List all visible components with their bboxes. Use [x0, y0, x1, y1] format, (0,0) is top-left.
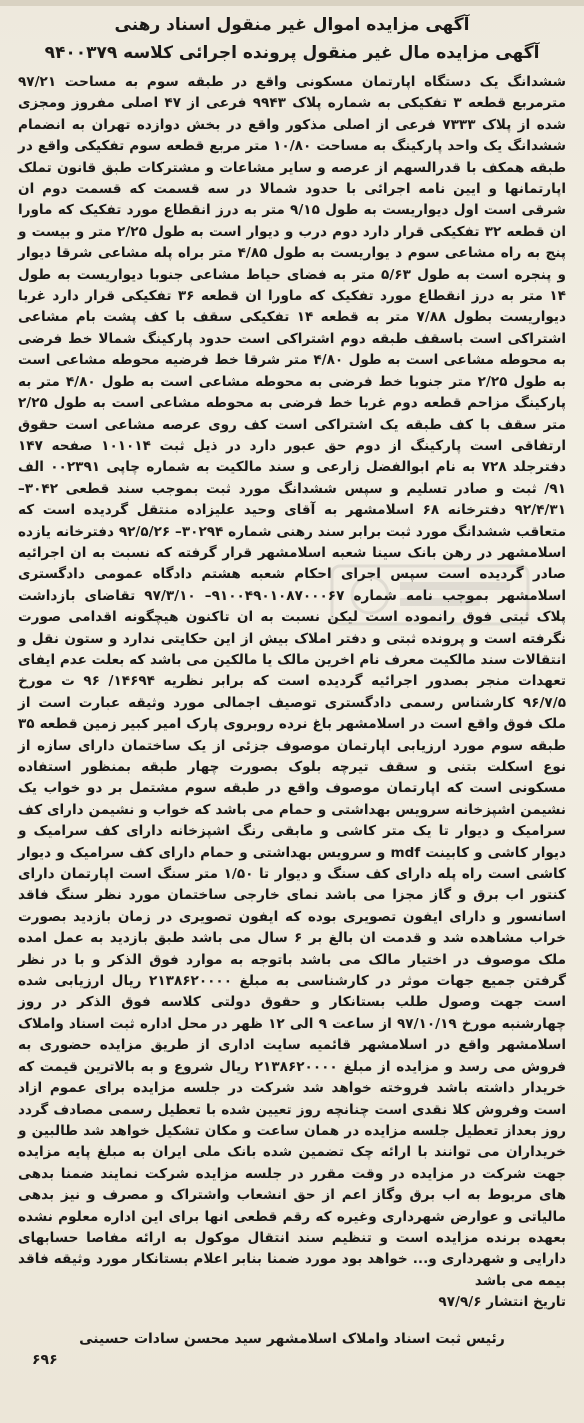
notice-content: [18, 6, 566, 1350]
notice-title: آگهی مزایده اموال غیر منقول اسناد رهنی: [114, 15, 470, 35]
page-number: ۶۹۶: [32, 1352, 58, 1368]
notice-subtitle: آگهی مزایده مال غیر منقول پرونده اجرائی کلاسه ۹۴۰۰۳۷۹: [44, 43, 540, 63]
signature-line: رئیس ثبت اسناد واملاک اسلامشهر سید محسن سادات حسینی: [79, 1330, 505, 1347]
notice-body: ششدانگ یک دستگاه اپارتمان مسکونی واقع در طبقه سوم به مساحت ۹۷/۲۱ مترمربع قطعه ۳ تفکیکی به شماره پلاک ۹۹۴۳ فرعی از ۴۷ اصلی مفروز ومجزی شده از پلاک ۷۳۳۳ فرعی از اصلی مذکور واقع در بخش دوازده تهران به انضمام ششدانگ یک واحد پارکینگ به مساحت ۱۰/۸۰ متر مربع قطعه سوم تفکیکی واقع در طبقه همکف با قدرالسهم از عرصه و سایر مشاعات و مشترکات طبق قانون تملک اپارتمانها و ایین نامه اجرائی با حدود شمالا در سه قسمت که قسمت دوم ان شرقی است اول دیواریست به طول ۹/۱۵ متر به درز انقطاع مورد تفکیک که ماورا ان قطعه ۳۲ تفکیکی قرار دارد دوم درب و دیوار است به طول ۲/۲۵ متر و بیست و پنج به راه مشاعی سوم د یواریست به طول ۴/۸۵ متر براه پله مشاعی شرقا دیوار و پنجره است به طول ۵/۶۳ متر به فضای حیاط مشاعی جنوبا دیواریست به طول ۱۴ متر به درز انقطاع مورد تفکیک که ماورا ان قطعه ۳۶ تفکیکی قرار دارد غربا دیواریست بطول ۷/۸۸ متر به قطعه ۱۴ تفکیکی سقف با کف پشت بام مشاعی اشتراکی است باسقف طبقه دوم اشتراکی است حدود پارکینگ شمالا خط فرضی به محوطه مشاعی است به طول ۴/۸۰ متر شرقا خط فرضیه محوطه مشاعی است به طول ۲/۲۵ متر جنوبا خط فرضی به محوطه مشاعی است به طول ۴/۸۰ متر به پارکینگ مزاحم قطعه دوم غربا خط فرضی به محوطه مشاعی است به طول ۲/۲۵ متر سقف با کف طبقه یک اشتراکی است کف روی عرصه مشاعی است حقوق ارتفاقی است پارکینگ از دوم حق عبور دارد در ذیل ثبت ۱۰۱۰۱۴ صفحه ۱۴۷ دفترجلد ۷۲۸ به نام ابوالفضل زارعی و سند مالکیت به شماره چاپی ۰۰۲۳۹۱ الف ۹۱/ ثبت و صادر تسلیم و سپس ششدانگ مورد ثبت بموجب سند قطعی ۳۰۴۲– ۹۲/۴/۳۱ دفترخانه ۶۸ اسلامشهر به آقای وحید علیزاده منتقل گردیده است که متعاقب ششدانگ مورد ثبت برابر سند رهنی شماره ۳۰۲۹۴– ۹۲/۵/۲۶ دفترخانه یازده اسلامشهر در رهن بانک سینا شعبه اسلامشهر قرار گرفته که نسبت به ان اجرائیه صادر گردیده است سپس اجرای احکام شعبه هشتم دادگاه عمومی دادگستری اسلامشهر بموجب نامه شماره ۹۱۰۰۴۹۰۱۰۸۷۰۰۰۶۷– ۹۷/۳/۱۰ تقاضای بازداشت پلاک ثبتی فوق رانموده است لیکن نسبت به ان تاکنون هیچگونه اقدامی صورت نگرفته است و پرونده ثبتی و دفتر املاک بیش از این حکایتی ندارد و ستون نقل و انتقالات سند مالکیت معرف نام اخرین مالک یا مالکین می باشد که بعلت عدم ایفای تعهدات منجر بصدور اجرائیه گردیده است که برابر نظریه ۱۴۶۹۴/ ۹۶ ت مورخ ۹۶/۷/۵ کارشناس رسمی دادگستری توصیف اجمالی مورد وثیقه عبارت است از ملک فوق واقع است در اسلامشهر باغ نرده روبروی پارک امیر کبیر زمین قطعه ۳۵ طبقه سوم مورد ارزیابی اپارتمان موصوف جزئی از یک ساختمان دارای سازه از نوع اسکلت بتنی و سقف تیرچه بلوک بصورت چهار طبقه بمنظور استفاده مسکونی است که اپارتمان موصوف واقع در طبقه سوم مشتمل بر دو خواب یک نشیمن اشپزخانه سرویس بهداشتی و حمام می باشد که خواب و نشیمن دارای کف سرامیک و دیوار تا یک متر کاشی و مابقی رنگ اشپزخانه دارای کف سرامیک و دیوار کاشی و کابینت mdf و سرویس بهداشتی و حمام دارای کف سرامیک و دیوار کاشی است راه پله دارای کف سنگ و دیوار تا ۱/۵۰ متر سنگ است اپارتمان دارای کنتور اب برق و گاز مجزا می باشد نمای خارجی ساختمان مورد نظر سنگ فاقد اسانسور و دارای ایفون تصویری بوده که ایفون تصویری در زمان بازدید بصورت خراب مشاهده شد و قدمت ان بالغ بر ۶ سال می باشد طبق بازدید به عمل امده ملک موصوف در اختیار مالک می باشد باتوجه به موارد فوق الذکر و با در نظر گرفتن جمیع جهات موثر در کارشناسی به مبلغ ۲۱۳۸۶۲۰۰۰۰ ریال ارزیابی شده است جهت وصول طلب بستانکار و حقوق دولتی کلاسه فوق الذکر در روز چهارشنبه مورخ ۹۷/۱۰/۱۹ از ساعت ۹ الی ۱۲ ظهر در محل اداره ثبت اسناد واملاک اسلامشهر واقع در اسلامشهر قائمیه سایت اداری از طریق مزایده حضوری به فروش می رسد و مزایده از مبلغ ۲۱۳۸۶۲۰۰۰۰ ریال شروع و به بالاترین قیمت که خریدار داشته باشد فروخته خواهد شد شرکت در جلسه مزایده برای عموم ازاد است وفروش کلا نقدی است چنانچه روز تعیین شده با تعطیل رسمی مصادف گردد روز بعداز تعطیل جلسه مزایده در همان ساعت و مکان تشکیل خواهد شد طالبین و خریداران می توانند با ارائه چک تضمین شده بانک ملی ایران به مبلغ پایه مزایده جهت شرکت در مزایده در وقت مقرر در جلسه مزایده شرکت نمایند ضمنا بدهی های مربوط به اب برق وگاز اعم از حق انشعاب واشتراک و مصرف و نیز بدهی مالیاتی و عوارض شهرداری وغیره که رقم قطعی انها برای این اداره معلوم نشده بعهده برنده مزایده است و تنظیم سند انتقال موکول به ارائه مفاصا حسابهای دارایی و شهرداری و... خواهد بود مورد ضمنا بنابر اعلام بستانکار مورد وثیقه فاقد بیمه می باشد: [18, 74, 567, 1289]
publish-date: تاریخ انتشار ۹۷/۹/۶: [438, 1294, 566, 1311]
